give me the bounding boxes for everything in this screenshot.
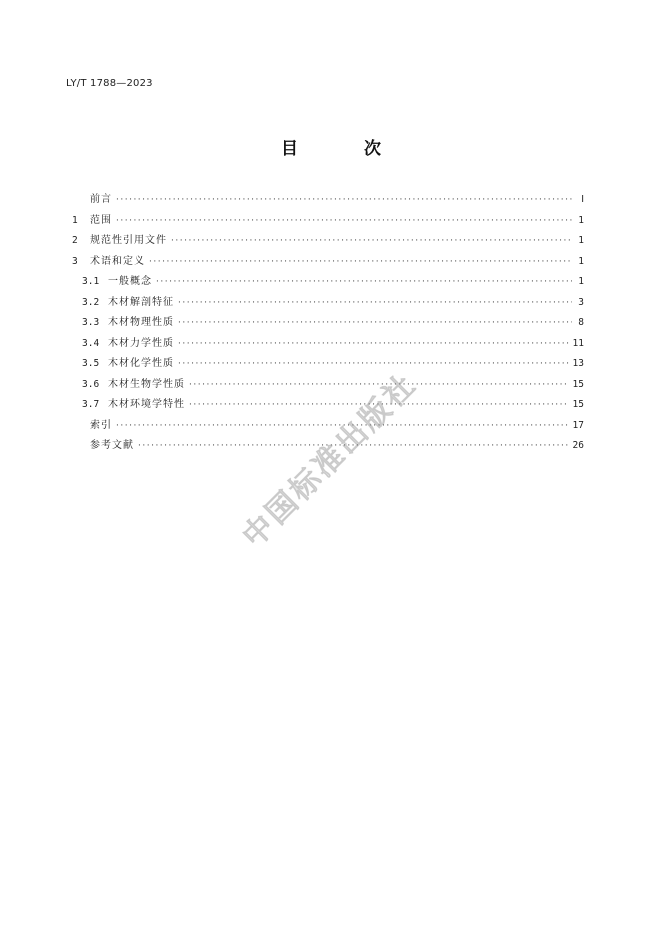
toc-entry-page: Ⅰ xyxy=(581,194,584,205)
toc-entry-number: 3.1 xyxy=(82,276,100,287)
toc-subentry-environmental-characteristics[interactable] xyxy=(72,395,584,416)
toc-subentry-biological-properties[interactable] xyxy=(72,375,584,396)
toc-entry-terms-definitions[interactable] xyxy=(72,252,584,273)
toc-entry-number: 1 xyxy=(72,214,78,226)
toc-entry-number: 3.6 xyxy=(82,378,100,390)
toc-entry-page: 1 xyxy=(578,276,584,287)
toc-subentry-physical-properties[interactable] xyxy=(72,313,584,334)
toc-entry-page: 1 xyxy=(578,214,584,226)
standard-code: LY/T 1788—2023 xyxy=(66,78,153,89)
toc-leader-dots xyxy=(138,441,569,451)
toc-leader-dots xyxy=(178,359,569,369)
toc-entry-label: 木材环境学特性 xyxy=(108,399,185,410)
toc-entry-label: 木材物理性质 xyxy=(108,317,174,328)
toc-entry-index[interactable] xyxy=(72,416,584,437)
toc-leader-dots xyxy=(189,400,569,410)
toc-subentry-mechanical-properties[interactable] xyxy=(72,334,584,355)
toc-entry-number: 2 xyxy=(72,235,78,246)
toc-entry-scope[interactable] xyxy=(72,211,584,232)
toc-subentry-anatomical-features[interactable] xyxy=(72,293,584,314)
toc-entry-page: 1 xyxy=(578,235,584,246)
toc-entry-page: 1 xyxy=(578,255,584,267)
toc-leader-dots xyxy=(156,277,572,287)
toc-entry-label: 前言 xyxy=(90,194,112,205)
toc-leader-dots xyxy=(178,298,572,308)
toc-entry-bibliography[interactable] xyxy=(72,436,584,457)
toc-entry-number: 3 xyxy=(72,255,78,267)
toc-entry-page: 3 xyxy=(578,296,584,308)
toc-leader-dots xyxy=(116,216,572,226)
toc-entry-page: 11 xyxy=(572,337,584,349)
toc-entry-normative-references[interactable] xyxy=(72,231,584,252)
toc-entry-label: 木材力学性质 xyxy=(108,337,174,349)
toc-leader-dots xyxy=(171,236,572,246)
toc-entry-label: 参考文献 xyxy=(90,440,134,451)
toc-entry-label: 规范性引用文件 xyxy=(90,235,167,246)
toc-entry-page: 13 xyxy=(572,358,584,369)
toc-entry-page: 8 xyxy=(578,317,584,328)
toc-leader-dots xyxy=(178,339,569,349)
toc-entry-label: 一般概念 xyxy=(108,276,152,287)
toc-entry-label: 木材解剖特征 xyxy=(108,296,174,308)
toc-entry-number: 3.7 xyxy=(82,399,100,410)
toc-entry-number: 3.3 xyxy=(82,317,100,328)
toc-entry-page: 15 xyxy=(572,399,584,410)
toc-subentry-chemical-properties[interactable] xyxy=(72,354,584,375)
page-title: 目 次 xyxy=(281,139,411,159)
toc-entry-label: 木材生物学性质 xyxy=(108,378,185,390)
toc-entry-label: 索引 xyxy=(90,419,112,431)
toc-subentry-general-concepts[interactable] xyxy=(72,272,584,293)
toc-entry-number: 3.5 xyxy=(82,358,100,369)
toc-entry-page: 17 xyxy=(572,419,584,431)
toc-entry-number: 3.4 xyxy=(82,337,100,349)
toc-entry-number: 3.2 xyxy=(82,296,100,308)
toc-entry-label: 术语和定义 xyxy=(90,255,145,267)
toc-entry-label: 木材化学性质 xyxy=(108,358,174,369)
toc-entry-page: 26 xyxy=(572,440,584,451)
toc-entry-foreword[interactable] xyxy=(72,190,584,211)
toc-leader-dots xyxy=(178,318,572,328)
toc-entry-page: 15 xyxy=(572,378,584,390)
toc-leader-dots xyxy=(149,257,572,267)
table-of-contents xyxy=(72,190,584,457)
toc-leader-dots xyxy=(116,421,569,431)
toc-leader-dots xyxy=(189,380,569,390)
publisher-watermark: 中国标准出版社 xyxy=(235,366,425,555)
toc-leader-dots xyxy=(116,195,572,205)
toc-entry-label: 范围 xyxy=(90,214,112,226)
